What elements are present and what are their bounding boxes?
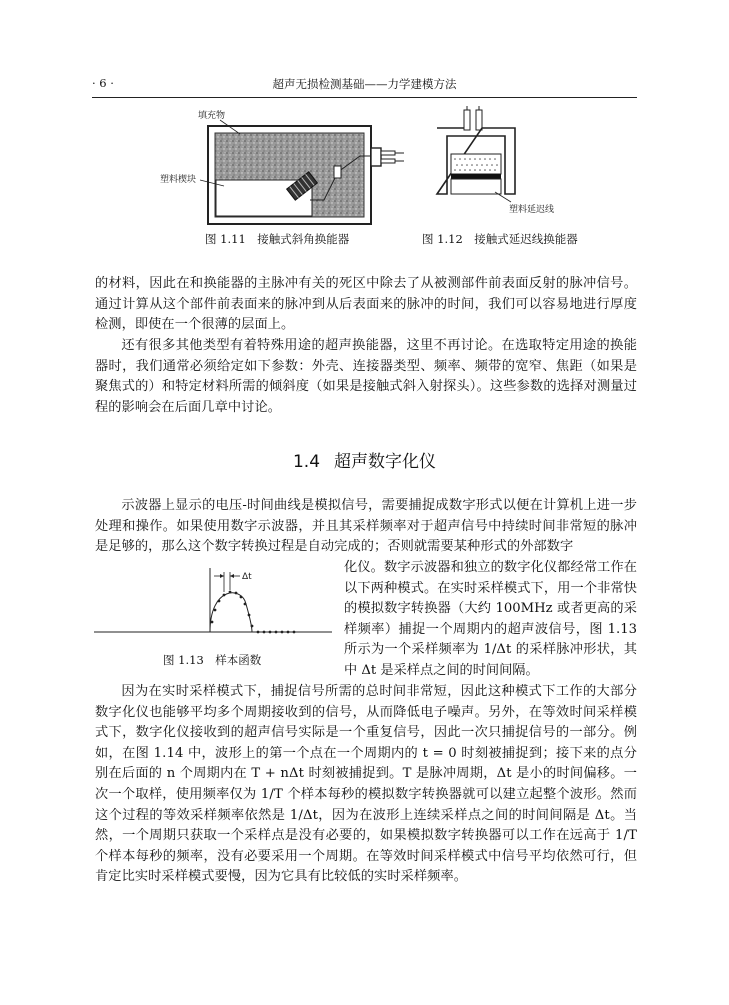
running-header: [92, 76, 637, 96]
wrapped-text-block: [344, 558, 637, 682]
resistor: [334, 166, 341, 178]
paragraph-4: 因为在实时采样模式下，捕捉信号所需的总时间非常短，因此这种模式下工作的大部分数字化仪也能够平均多个周期接收到的信号，从而降低电子噪声。另外，在等效时间采样模式下，数字化仪接收到的超声信号实际是一个重复信号，因此一次只捕捉信号的一部分。例如，在图 1.14 中，波形上的第一个点在一个周期内的 t = 0 时刻被捕捉到；接下来的点分别在后面的 n 个周期内在 T + nΔt 时刻被捕捉到。T 是脉冲周期，Δt 是小的时间偏移。一次一个取样，使用频率仅为 1/T 个样本每秒的模拟数字转换器就可以建立起整个波形。然而这个过程的等效采样频率依然是 1/Δt，因为在波形上连续采样点之间的时间间隔是 Δt。当然，一个周期只获取一个采样点是没有必要的，如果模拟数字转换器可以工作在远高于 1/T 个样本每秒的频率，没有必要采用一个周期。在等效时间采样模式中信号平均依然可行，但肯定比实时采样模式要慢，因为它具有比较低的实时采样频率。: [95, 684, 637, 885]
figure-1-11: [160, 104, 410, 226]
running-title: 超声无损检测基础——力学建模方法: [272, 77, 457, 91]
caption-fig-1-11: 图 1.11 接触式斜角换能器: [205, 232, 350, 246]
paragraph-3: 示波器上显示的电压-时间曲线是模拟信号，需要捕捉成数字形式以便在计算机上进一步处理和操作。如果使用数字示波器，并且其采样频率对于超声信号中持续时间非常短的脉冲是足够的，那么这个数字转换过程是自动完成的；否则就需要某种形式的外部数字: [95, 498, 637, 555]
label-plastic-block: 塑料楔块: [160, 175, 197, 185]
figure-1-13: [92, 566, 337, 648]
header-rule: [92, 97, 637, 98]
figure-1-12: [425, 106, 575, 218]
paragraph-2: 还有很多其他类型有着特殊用途的超声换能器，这里不再讨论。在选取特定用途的换能器时，我们通常必须给定如下参数：外壳、连接器类型、频率、频带的宽窄、焦距（如果是聚焦式的）和特定材料所需的倾斜度（如果是接触式斜入射探头）。这些参数的选择对测量过程的影响会在后面几章中讨论。: [95, 338, 637, 415]
page-number: · 6 ·: [92, 76, 114, 90]
piezo-element: [451, 174, 501, 179]
top-connector: [464, 106, 482, 130]
sample-points: [211, 591, 296, 634]
pulse-envelope: [210, 593, 252, 632]
label-filler: 填充物: [198, 111, 226, 121]
paragraph-3-continued: 化仪。数字示波器和独立的数字化仪都经常工作在以下两种模式。在实时采样模式下，用一个非常快的模拟数字转换器（大约 100MHz 或者更高的采样频率）捕捉一个周期内的超声波信号，图 1.13 所示为一个采样频率为 1/Δt 的采样脉冲形状，其中 Δt 是采样点之间的时间间隔。: [344, 560, 637, 678]
section-number: 1.4: [292, 452, 321, 472]
label-delta-t: Δt: [242, 572, 252, 582]
label-delay-line: 塑料延迟线: [509, 205, 555, 215]
connector: [371, 148, 404, 166]
delay-line: [451, 179, 501, 194]
section-heading: [0, 447, 729, 472]
caption-fig-1-13: 图 1.13 样本函数: [163, 653, 262, 667]
backing: [451, 154, 501, 174]
section-title: 超声数字化仪: [334, 452, 437, 472]
caption-fig-1-12: 图 1.12 接触式延迟线换能器: [422, 232, 578, 246]
paragraph-1: 的材料，因此在和换能器的主脉冲有关的死区中除去了从被测部件前表面反射的脉冲信号。通过计算从这个部件前表面来的脉冲到从后表面来的脉冲的时间，我们可以容易地进行厚度检测，即使在一个很薄的层面上。: [95, 276, 637, 333]
